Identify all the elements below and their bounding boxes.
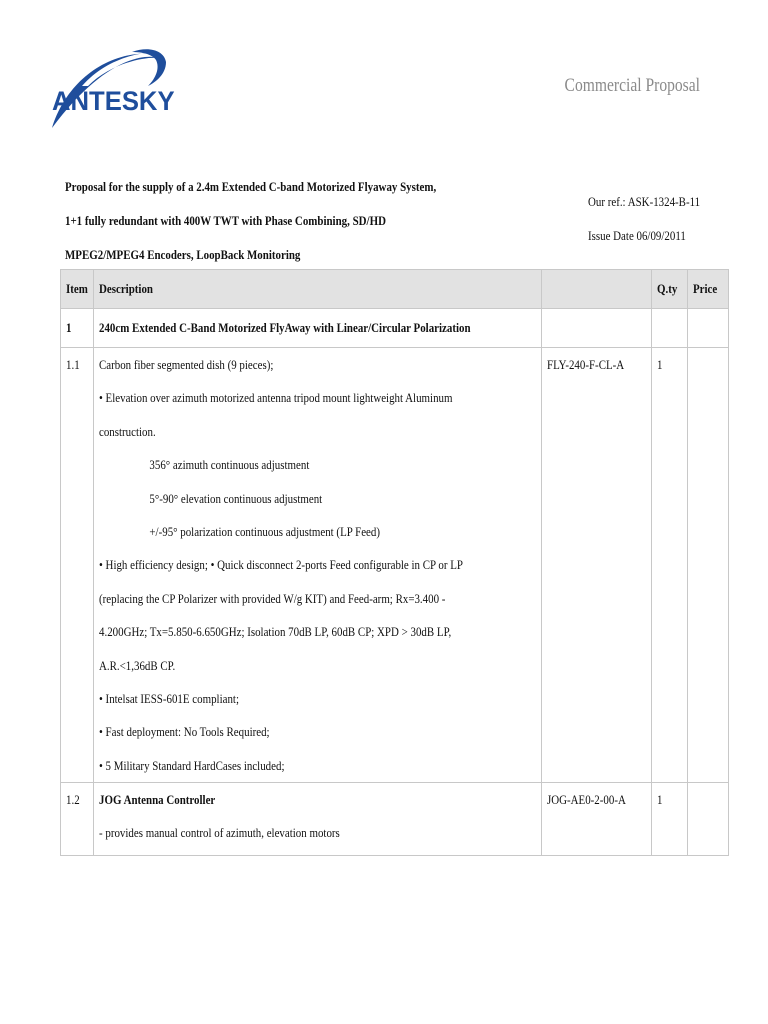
row-item-number: 1.1 bbox=[61, 348, 94, 783]
row-item-number: 1.2 bbox=[61, 783, 94, 856]
row-price bbox=[688, 783, 729, 856]
proposal-subject bbox=[65, 178, 485, 280]
logo-text: ANTESKY bbox=[52, 86, 175, 116]
header-code bbox=[541, 270, 651, 309]
header-description: Description bbox=[93, 270, 541, 309]
subject-line-1: Proposal for the supply of a 2.4m Extended C-band Motorized Flyaway System, bbox=[65, 179, 437, 194]
description-line: (replacing the CP Polarizer with provided W/g KIT) and Feed-arm; Rx=3.400 - bbox=[98, 590, 446, 606]
header-price: Price bbox=[688, 270, 729, 309]
our-reference: Our ref.: ASK-1324-B-11 bbox=[588, 194, 701, 209]
section-qty-cell bbox=[651, 309, 687, 348]
row-price bbox=[688, 348, 729, 783]
description-line: • 5 Military Standard HardCases included; bbox=[98, 757, 285, 773]
description-line: Carbon fiber segmented dish (9 pieces); bbox=[98, 357, 273, 372]
issue-date: Issue Date 06/09/2011 bbox=[588, 228, 686, 243]
section-row bbox=[61, 309, 729, 348]
description-line: • Intelsat IESS-601E compliant; bbox=[98, 690, 239, 706]
description-line: - provides manual control of azimuth, elevation motors bbox=[98, 825, 340, 841]
row-product-code: FLY-240-F-CL-A bbox=[541, 348, 651, 783]
subject-line-2: 1+1 fully redundant with 400W TWT with Phase Combining, SD/HD bbox=[65, 213, 386, 228]
description-line: 356° azimuth continuous adjustment bbox=[148, 457, 309, 473]
row-description bbox=[93, 783, 541, 856]
subject-line-3: MPEG2/MPEG4 Encoders, LoopBack Monitoring bbox=[65, 247, 301, 262]
description-line: • High efficiency design; • Quick disconnect 2-ports Feed configurable in CP or LP bbox=[98, 557, 463, 573]
document-type-title: Commercial Proposal bbox=[564, 75, 700, 96]
row-quantity: 1 bbox=[651, 783, 687, 856]
table-row bbox=[61, 783, 729, 856]
header-item: Item bbox=[61, 270, 94, 309]
reference-block bbox=[588, 193, 721, 261]
description-line: • Elevation over azimuth motorized antenna tripod mount lightweight Aluminum bbox=[98, 390, 453, 406]
section-item-number: 1 bbox=[61, 309, 94, 348]
table-header-row bbox=[61, 270, 729, 309]
description-line: A.R.<1,36dB CP. bbox=[98, 657, 175, 673]
row-description bbox=[93, 348, 541, 783]
description-line: 5°-90° elevation continuous adjustment bbox=[148, 490, 322, 506]
row-product-code: JOG-AE0-2-00-A bbox=[541, 783, 651, 856]
description-line: +/-95° polarization continuous adjustment (LP Feed) bbox=[148, 523, 380, 539]
section-description: 240cm Extended C-Band Motorized FlyAway with Linear/Circular Polarization bbox=[93, 309, 541, 348]
description-line: • Fast deployment: No Tools Required; bbox=[98, 724, 270, 740]
table-row bbox=[61, 348, 729, 783]
section-code-cell bbox=[541, 309, 651, 348]
section-price-cell bbox=[688, 309, 729, 348]
description-line: construction. bbox=[98, 423, 156, 439]
items-table bbox=[60, 269, 729, 856]
row-quantity: 1 bbox=[651, 348, 687, 783]
description-title: JOG Antenna Controller bbox=[98, 792, 215, 808]
description-line: 4.200GHz; Tx=5.850-6.650GHz; Isolation 70dB LP, 60dB CP; XPD > 30dB LP, bbox=[98, 624, 451, 640]
header-qty: Q.ty bbox=[651, 270, 687, 309]
